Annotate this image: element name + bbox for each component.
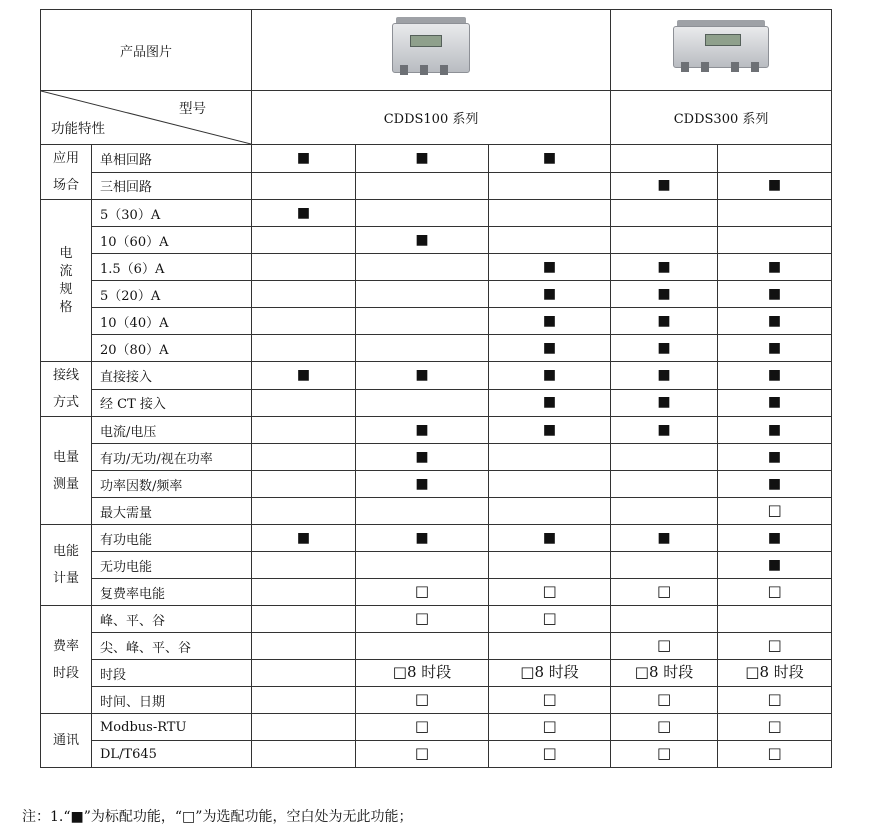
feature-mark xyxy=(718,471,832,498)
standard-mark: ■ xyxy=(657,258,671,275)
feature-mark xyxy=(252,389,356,417)
feature-mark xyxy=(718,525,832,552)
feature-mark xyxy=(356,417,489,444)
feature-mark xyxy=(718,498,832,525)
feature-mark xyxy=(611,525,718,552)
feature-mark xyxy=(252,281,356,308)
feature-mark xyxy=(489,417,611,444)
feature-mark xyxy=(489,687,611,714)
feature-label: Modbus-RTU xyxy=(92,714,252,741)
feature-mark xyxy=(718,281,832,308)
standard-mark: ■ xyxy=(542,285,557,302)
feature-mark xyxy=(718,227,832,254)
standard-mark: ■ xyxy=(657,285,671,302)
feature-row xyxy=(41,227,832,254)
feature-mark xyxy=(356,552,489,579)
standard-mark: ■ xyxy=(767,339,782,356)
feature-mark xyxy=(489,498,611,525)
feature-mark xyxy=(611,200,718,227)
optional-mark: □ xyxy=(542,582,557,600)
feature-mark xyxy=(611,362,718,390)
standard-mark: ■ xyxy=(296,529,311,546)
feature-mark xyxy=(718,200,832,227)
feature-label: 5（20）A xyxy=(92,281,252,308)
standard-mark: ■ xyxy=(542,312,557,329)
optional-mark: □ xyxy=(767,717,782,735)
feature-mark xyxy=(718,362,832,390)
category-label: 场合 xyxy=(52,178,79,193)
feature-label: DL/T645 xyxy=(92,741,252,768)
feature-mark xyxy=(252,172,356,200)
feature-mark xyxy=(356,254,489,281)
category-cell xyxy=(41,606,92,714)
standard-mark: ■ xyxy=(657,421,671,438)
feature-row xyxy=(41,145,832,173)
feature-mark xyxy=(489,389,611,417)
feature-mark xyxy=(252,687,356,714)
optional-mark: □ xyxy=(656,744,672,762)
standard-mark: ■ xyxy=(415,366,429,383)
standard-mark: ■ xyxy=(767,312,782,329)
category-label: 费率 xyxy=(52,638,79,654)
feature-label: 峰、平、谷 xyxy=(92,606,252,633)
optional-mark: □ xyxy=(542,690,557,708)
standard-mark: ■ xyxy=(657,394,671,411)
model-label: 型号 xyxy=(179,101,207,117)
feature-mark xyxy=(611,471,718,498)
feature-mark xyxy=(718,660,832,687)
optional-mark: □ xyxy=(542,717,557,735)
diagonal-header-cell xyxy=(41,91,252,145)
feature-mark xyxy=(611,606,718,633)
feature-label: 最大需量 xyxy=(92,498,252,525)
standard-mark: ■ xyxy=(415,475,429,492)
standard-mark: ■ xyxy=(415,421,429,438)
feature-mark xyxy=(252,308,356,335)
feature-row xyxy=(41,606,832,633)
category-cell xyxy=(41,714,92,768)
feature-row xyxy=(41,633,832,660)
feature-mark xyxy=(356,606,489,633)
standard-mark: ■ xyxy=(415,529,429,546)
feature-mark xyxy=(356,172,489,200)
feature-mark xyxy=(718,254,832,281)
standard-mark: ■ xyxy=(542,258,557,275)
feature-mark xyxy=(718,552,832,579)
feature-mark xyxy=(611,254,718,281)
feature-mark xyxy=(611,172,718,200)
feature-label: 有功/无功/视在功率 xyxy=(92,444,252,471)
standard-mark: ■ xyxy=(657,312,671,329)
feature-row xyxy=(41,417,832,444)
standard-mark: ■ xyxy=(767,529,782,546)
feature-row xyxy=(41,714,832,741)
feature-row xyxy=(41,444,832,471)
feature-row xyxy=(41,579,832,606)
feature-spec-table xyxy=(40,9,832,768)
standard-mark: ■ xyxy=(657,339,671,356)
feature-mark xyxy=(489,172,611,200)
feature-mark xyxy=(356,714,489,741)
feature-label: 直接接入 xyxy=(92,362,252,390)
standard-mark: ■ xyxy=(767,394,782,411)
feature-mark xyxy=(252,335,356,362)
feature-mark xyxy=(356,227,489,254)
feature-row xyxy=(41,308,832,335)
feature-mark xyxy=(356,741,489,768)
feature-row xyxy=(41,281,832,308)
feature-mark xyxy=(611,687,718,714)
product-image-cdds100 xyxy=(252,10,611,91)
standard-mark: ■ xyxy=(767,285,782,302)
optional-mark: □ xyxy=(656,690,672,708)
feature-label: 无功电能 xyxy=(92,552,252,579)
optional-mark: □ xyxy=(414,609,430,627)
feature-label: 有功电能 xyxy=(92,525,252,552)
optional-mark: □ xyxy=(767,501,782,519)
optional-mark: □ xyxy=(542,744,557,762)
feature-mark xyxy=(356,687,489,714)
feature-mark xyxy=(489,444,611,471)
feature-mark xyxy=(252,525,356,552)
standard-mark: ■ xyxy=(542,149,557,166)
feature-mark xyxy=(718,741,832,768)
footnote: 注：1.“■”为标配功能，“□”为选配功能，空白处为无此功能； xyxy=(22,809,413,825)
feature-mark xyxy=(718,145,832,173)
category-label: 流 xyxy=(59,263,73,279)
category-label: 规 xyxy=(59,281,73,297)
feature-mark xyxy=(611,417,718,444)
feature-mark xyxy=(489,525,611,552)
feature-label: 三相回路 xyxy=(92,172,252,200)
feature-label: 功率因数/频率 xyxy=(92,471,252,498)
feature-mark xyxy=(489,335,611,362)
feature-label: 尖、峰、平、谷 xyxy=(92,633,252,660)
feature-mark xyxy=(611,498,718,525)
feature-mark xyxy=(356,633,489,660)
feature-row xyxy=(41,498,832,525)
feature-mark xyxy=(489,552,611,579)
feature-mark xyxy=(356,389,489,417)
feature-mark xyxy=(356,281,489,308)
standard-mark: ■ xyxy=(415,231,429,248)
feature-label: 5（30）A xyxy=(92,200,252,227)
feature-mark xyxy=(356,362,489,390)
standard-mark: ■ xyxy=(296,204,311,221)
feature-mark xyxy=(489,227,611,254)
feature-label: 1.5（6）A xyxy=(92,254,252,281)
feature-row xyxy=(41,389,832,417)
feature-label: 电流/电压 xyxy=(92,417,252,444)
feature-mark xyxy=(252,362,356,390)
category-label: 计量 xyxy=(52,571,79,586)
feature-mark xyxy=(252,633,356,660)
optional-mark: □ xyxy=(414,582,430,600)
feature-mark xyxy=(356,498,489,525)
feature-mark xyxy=(611,389,718,417)
feature-mark xyxy=(718,687,832,714)
category-label: 接线 xyxy=(52,368,79,383)
optional-mark: □ xyxy=(414,744,430,762)
optional-mark: □8 时段 xyxy=(745,663,804,681)
feature-label: 经 CT 接入 xyxy=(92,389,252,417)
category-label: 电能 xyxy=(52,544,79,559)
standard-mark: ■ xyxy=(415,448,429,465)
standard-mark: ■ xyxy=(657,177,671,194)
standard-mark: ■ xyxy=(767,475,782,492)
feature-mark xyxy=(611,714,718,741)
feature-mark xyxy=(611,579,718,606)
feature-mark xyxy=(356,579,489,606)
optional-mark: □ xyxy=(414,717,430,735)
standard-mark: ■ xyxy=(296,366,311,383)
feature-mark xyxy=(252,145,356,173)
category-label: 测量 xyxy=(52,476,79,492)
feature-mark xyxy=(611,145,718,173)
feature-mark xyxy=(718,444,832,471)
feature-mark xyxy=(611,227,718,254)
feature-row xyxy=(41,552,832,579)
feature-mark xyxy=(489,741,611,768)
feature-mark xyxy=(489,633,611,660)
feature-mark xyxy=(252,471,356,498)
feature-mark xyxy=(611,335,718,362)
standard-mark: ■ xyxy=(542,421,557,438)
feature-mark xyxy=(252,714,356,741)
standard-mark: ■ xyxy=(542,394,557,411)
series-cdds100: CDDS100 系列 xyxy=(252,91,611,145)
feature-row xyxy=(41,200,832,227)
product-image-cdds300 xyxy=(611,10,832,91)
feature-mark xyxy=(356,444,489,471)
optional-mark: □8 时段 xyxy=(392,663,452,681)
optional-mark: □ xyxy=(767,690,782,708)
feature-mark xyxy=(718,335,832,362)
feature-mark xyxy=(252,444,356,471)
optional-mark: □ xyxy=(767,744,782,762)
category-cell xyxy=(41,145,92,200)
category-label: 电量 xyxy=(52,449,79,465)
feature-mark xyxy=(252,579,356,606)
product-image-label: 产品图片 xyxy=(41,10,252,91)
feature-mark xyxy=(252,741,356,768)
feature-mark xyxy=(489,200,611,227)
feature-mark xyxy=(489,254,611,281)
category-label: 通讯 xyxy=(52,733,79,748)
standard-mark: ■ xyxy=(296,149,311,166)
model-header-row xyxy=(41,91,832,145)
optional-mark: □8 时段 xyxy=(634,663,694,681)
feature-label: 单相回路 xyxy=(92,145,252,173)
optional-mark: □ xyxy=(542,609,557,627)
feature-row xyxy=(41,254,832,281)
feature-mark xyxy=(489,308,611,335)
category-cell xyxy=(41,417,92,525)
feature-mark xyxy=(718,606,832,633)
feature-mark xyxy=(611,741,718,768)
feature-mark xyxy=(489,660,611,687)
feature-mark xyxy=(252,498,356,525)
feature-mark xyxy=(252,227,356,254)
feature-label: 时段 xyxy=(92,660,252,687)
optional-mark: □ xyxy=(767,636,782,654)
feature-mark xyxy=(718,172,832,200)
product-image-row xyxy=(41,10,832,91)
standard-mark: ■ xyxy=(542,339,557,356)
standard-mark: ■ xyxy=(767,258,782,275)
feature-row xyxy=(41,660,832,687)
feature-mark xyxy=(718,633,832,660)
feature-mark xyxy=(356,660,489,687)
feature-mark xyxy=(356,335,489,362)
feature-mark xyxy=(718,308,832,335)
standard-mark: ■ xyxy=(542,366,557,383)
feature-row xyxy=(41,362,832,390)
feature-label: 10（60）A xyxy=(92,227,252,254)
feature-row xyxy=(41,335,832,362)
feature-mark xyxy=(611,281,718,308)
optional-mark: □ xyxy=(656,636,672,654)
standard-mark: ■ xyxy=(657,366,671,383)
feature-mark xyxy=(252,606,356,633)
feature-mark xyxy=(611,633,718,660)
category-cell xyxy=(41,200,92,362)
feature-mark xyxy=(489,714,611,741)
optional-mark: □ xyxy=(767,582,782,600)
optional-mark: □8 时段 xyxy=(520,663,579,681)
standard-mark: ■ xyxy=(767,448,782,465)
feature-mark xyxy=(718,417,832,444)
feature-mark xyxy=(356,525,489,552)
feature-mark xyxy=(718,389,832,417)
feature-mark xyxy=(356,200,489,227)
feature-mark xyxy=(489,579,611,606)
standard-mark: ■ xyxy=(657,529,671,546)
standard-mark: ■ xyxy=(415,149,429,166)
category-label: 方式 xyxy=(52,395,79,410)
feature-label: 20（80）A xyxy=(92,335,252,362)
feature-label: 功能特性 xyxy=(51,121,105,137)
feature-mark xyxy=(356,145,489,173)
feature-mark xyxy=(252,417,356,444)
optional-mark: □ xyxy=(656,582,672,600)
series-cdds300: CDDS300 系列 xyxy=(611,91,832,145)
feature-mark xyxy=(252,200,356,227)
feature-mark xyxy=(252,254,356,281)
meter-cdds300-icon xyxy=(673,20,769,76)
feature-mark xyxy=(489,362,611,390)
category-cell xyxy=(41,362,92,417)
feature-mark xyxy=(489,606,611,633)
feature-row xyxy=(41,525,832,552)
feature-label: 时间、日期 xyxy=(92,687,252,714)
feature-row xyxy=(41,741,832,768)
feature-label: 10（40）A xyxy=(92,308,252,335)
category-label: 应用 xyxy=(52,151,79,166)
feature-mark xyxy=(718,714,832,741)
feature-mark xyxy=(489,281,611,308)
feature-row xyxy=(41,471,832,498)
optional-mark: □ xyxy=(414,690,430,708)
feature-row xyxy=(41,687,832,714)
category-label: 时段 xyxy=(52,665,79,681)
feature-mark xyxy=(489,471,611,498)
standard-mark: ■ xyxy=(767,366,782,383)
standard-mark: ■ xyxy=(767,556,782,573)
feature-mark xyxy=(489,145,611,173)
category-label: 电 xyxy=(59,245,73,261)
standard-mark: ■ xyxy=(767,177,782,194)
feature-mark xyxy=(611,308,718,335)
standard-mark: ■ xyxy=(767,421,782,438)
category-label: 格 xyxy=(59,299,73,315)
feature-mark xyxy=(718,579,832,606)
optional-mark: □ xyxy=(656,717,672,735)
feature-mark xyxy=(611,552,718,579)
feature-mark xyxy=(252,552,356,579)
standard-mark: ■ xyxy=(542,529,557,546)
feature-label: 复费率电能 xyxy=(92,579,252,606)
feature-mark xyxy=(356,471,489,498)
feature-row xyxy=(41,172,832,200)
feature-mark xyxy=(356,308,489,335)
category-cell xyxy=(41,525,92,606)
feature-mark xyxy=(611,660,718,687)
feature-mark xyxy=(611,444,718,471)
feature-mark xyxy=(252,660,356,687)
meter-cdds100-icon xyxy=(390,17,472,79)
